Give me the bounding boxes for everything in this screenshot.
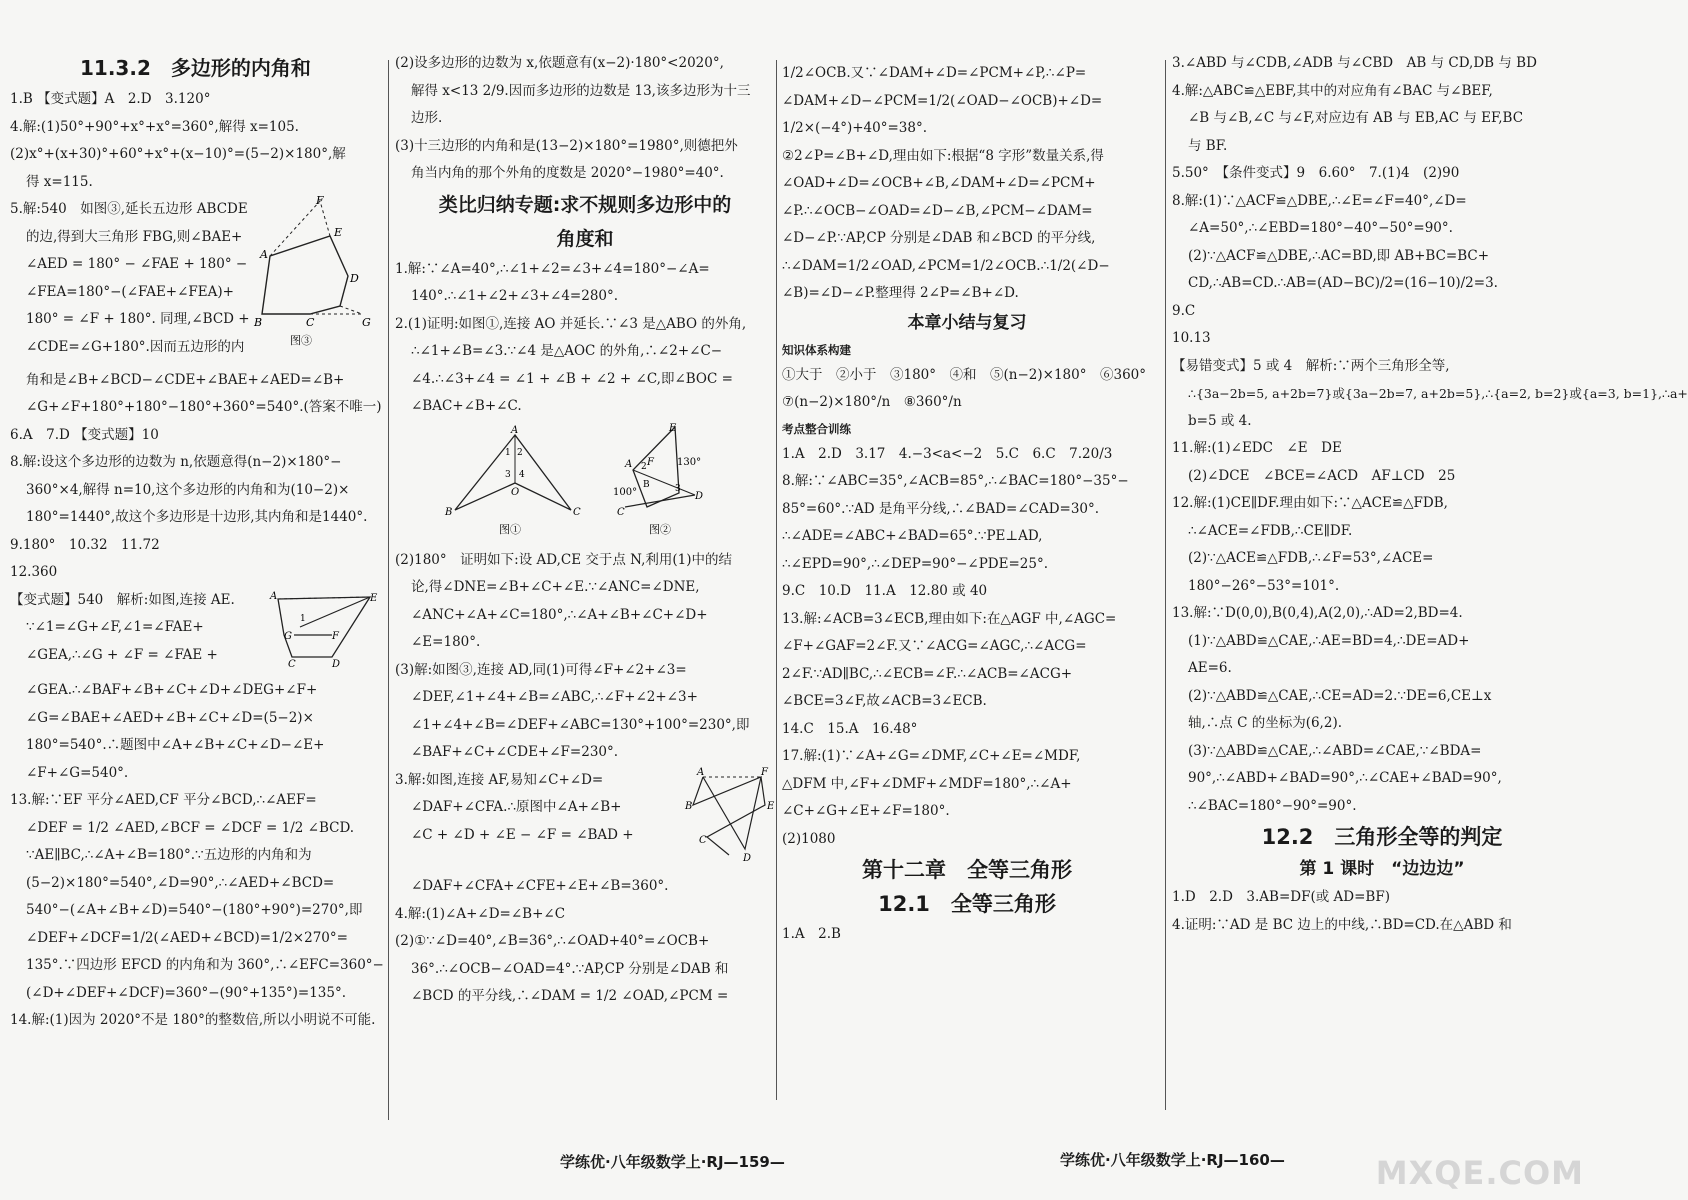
text-line: 13.解:∵EF 平分∠AED,CF 平分∠BCD,∴∠AEF= [10,792,317,808]
svg-text:F: F [332,630,339,642]
svg-text:D: D [350,272,359,285]
text-line: 90°,∴∠ABD+∠BAD=90°,∴∠CAE+∠BAD=90°, [1188,770,1502,786]
text-line: ②2∠P=∠B+∠D,理由如下:根据“8 字形”数量关系,得 [782,147,1104,164]
text-line: 540°−(∠A+∠B+∠D)=540°−(180°+90°)=270°,即 [26,902,363,918]
lesson-1-title: 第 1 课时 “边边边” [1299,859,1465,879]
text-line: (3)∵△ABD≌△CAE,∴∠ABD=∠CAE,∵∠BDA= [1188,742,1482,759]
text-line: 论,得∠DNE=∠B+∠C+∠E.∵∠ANC=∠DNE, [411,579,700,595]
text-line: ∠A=50°,∴∠EBD=180°−40°−50°=90°. [1188,220,1453,236]
svg-text:2: 2 [641,461,647,472]
text-line: 与 BF. [1188,137,1228,154]
svg-text:C: C [617,506,625,518]
svg-text:4: 4 [519,469,525,480]
text-line: 2.(1)证明:如图①,连接 AO 并延长.∵∠3 是△ABO 的外角, [395,315,747,332]
svg-text:C: C [306,316,315,329]
column-divider-3 [1165,60,1166,1110]
text-line: 8.解:设这个多边形的边数为 n,依题意得(n−2)×180°− [10,454,342,470]
variant-diagram [270,587,380,670]
svg-text:F: F [761,766,768,778]
svg-text:100°: 100° [613,486,638,498]
text-line: 10.13 [1172,330,1211,346]
special-topic-title: 类比归纳专题:求不规则多边形中的 [438,193,732,216]
text-line: 36°.∴∠OCB−∠OAD=4°.∵AP,CP 分别是∠DAB 和 [411,960,729,977]
svg-text:O: O [511,486,520,498]
text-line: 轴,∴点 C 的坐标为(6,2). [1188,715,1342,731]
svg-text:D: D [743,852,752,864]
text-line: (2)180° 证明如下:设 AD,CE 交于点 N,利用(1)中的结 [395,551,732,568]
text-line: (2)x°+(x+30)°+60°+x°+(x−10)°=(5−2)×180°,解 [10,146,346,162]
text-line: (2)∠DCE ∠BCE=∠ACD AF⊥CD 25 [1188,467,1456,484]
text-line: ∵∠1=∠G+∠F,∠1=∠FAE+ [26,619,204,635]
svg-text:A: A [697,766,705,778]
text-line: ∠BAF+∠C+∠CDE+∠F=230°. [411,744,619,760]
svg-text:G: G [362,316,371,329]
text-line: 3.∠ABD 与∠CDB,∠ADB 与∠CBD AB 与 CD,DB 与 BD [1172,55,1537,71]
chapter-12-title: 第十二章 全等三角形 [862,858,1072,882]
figure-caption: 图① [499,522,521,536]
text-line: ∠C+∠G+∠E+∠F=180°. [782,803,950,819]
text-line: ∠C + ∠D + ∠E − ∠F = ∠BAD + [411,826,634,843]
svg-text:E: E [334,226,343,239]
text-line: 边形. [411,110,443,126]
text-line: (∠D+∠DEF+∠DCF)=360°−(90°+135°)=135°. [26,984,347,1001]
text-line: 角和是∠B+∠BCD−∠CDE+∠BAE+∠AED=∠B+ [26,371,345,388]
figure-1-and-2-diagrams [395,422,775,543]
text-line: (2)1080 [782,830,836,847]
page-footer-160: 学练优·八年级数学上·RJ—160— [1060,1151,1285,1169]
text-line: (1)∵△ABD≌△CAE,∴AE=BD=4,∴DE=AD+ [1188,632,1470,649]
svg-text:A: A [625,458,633,470]
text-line: CD,∴AB=CD.∴AB=(AD−BC)/2=(16−10)/2=3. [1188,275,1498,291]
svg-text:C: C [288,658,296,670]
text-line: 11.解:(1)∠EDC ∠E DE [1172,440,1342,456]
text-line: 1.解:∵∠A=40°,∴∠1+∠2=∠3+∠4=180°−∠A= [395,260,710,277]
text-line: ∴∠BAC=180°−90°=90°. [1188,797,1357,814]
text-line: 9.C 10.D 11.A 12.80 或 40 [782,583,988,599]
text-line: 9.C [1172,302,1196,319]
column-divider-1 [388,60,389,1120]
text-line: ∠1+∠4+∠B=∠DEF+∠ABC=130°+100°=230°,即 [411,716,750,733]
text-line: ∠DAF+∠CFA.∴原图中∠A+∠B+ [411,799,622,815]
text-line: 4.解:(1)∠A+∠D=∠B+∠C [395,905,566,922]
text-line: 8.解:(1)∵△ACF≌△DBE,∴∠E=∠F=40°,∠D= [1172,192,1467,209]
figure-caption: 图③ [290,334,312,347]
text-line: ∠DEF,∠1+∠4+∠B=∠ABC,∴∠F+∠2+∠3+ [411,689,698,705]
text-line: ∠GEA,∴∠G + ∠F = ∠FAE + [26,646,218,663]
q3-diagram [685,767,775,863]
figure-variant-pentagon [270,587,380,678]
text-line: 5.50° 【条件变式】9 6.60° 7.(1)4 (2)90 [1172,165,1460,181]
text-line: 1/2∠OCB.又∵∠DAM+∠D=∠PCM+∠P,∴∠P= [782,65,1087,81]
svg-text:C: C [573,506,581,518]
text-line: 【易错变式】5 或 4 解析:∵两个三角形全等, [1172,357,1450,374]
text-line: ∠ANC+∠A+∠C=180°,∴∠A+∠B+∠C+∠D+ [411,606,708,623]
text-line: ∠CDE=∠G+180°.因而五边形的内 [26,338,245,355]
svg-text:E: E [370,592,378,604]
subheading-knowledge-system: 知识体系构建 [782,342,851,357]
text-line: (3)十三边形的内角和是(13−2)×180°=1980°,则德把外 [395,137,738,154]
text-line: 180°=540°.∴题图中∠A+∠B+∠C+∠D−∠E+ [26,737,325,753]
text-line: ∠OAD+∠D=∠OCB+∠B,∠DAM+∠D=∠PCM+ [782,175,1096,191]
text-line: 135°.∵四边形 EFCD 的内角和为 360°,∴∠EFC=360°− [26,957,384,973]
text-line: (3)解:如图③,连接 AD,同(1)可得∠F+∠2+∠3= [395,661,687,678]
text-line: ∠G+∠F+180°+180°−180°+360°=540°.(答案不唯一) [26,399,382,415]
text-line: 4.解:(1)50°+90°+x°+x°=360°,解得 x=105. [10,118,299,135]
special-topic-title-2: 角度和 [556,227,614,250]
text-line: 得 x=115. [26,173,93,190]
svg-text:D: D [695,490,704,502]
text-line: 1/2×(−4°)+40°=38°. [782,120,927,136]
subheading-exercises: 考点整合训练 [782,421,851,436]
svg-text:1: 1 [505,447,511,458]
svg-text:3: 3 [505,469,511,480]
text-line: 12.解:(1)CE∥DF.理由如下:∵△ACE≌△FDB, [1172,495,1448,511]
svg-text:C: C [699,834,707,846]
column-3 [782,60,1152,949]
text-line: 14.解:(1)因为 2020°不是 180°的整数倍,所以小明说不可能. [10,1012,376,1028]
text-line: (2)设多边形的边数为 x,依题意有(x−2)·180°<2020°, [395,55,724,71]
text-line: 1.A 2.B [782,926,841,942]
figure-caption: 图② [649,522,671,536]
svg-text:1: 1 [300,613,306,624]
text-line: ∴∠ACE=∠FDB,∴CE∥DF. [1188,522,1353,539]
text-line: ∵AE∥BC,∴∠A+∠B=180°.∵五边形的内角和为 [26,847,312,863]
text-line: 13.解:∵D(0,0),B(0,4),A(2,0),∴AD=2,BD=4. [1172,605,1463,621]
text-line: (2)∵△ABD≌△CAE,∴CE=AD=2.∵DE=6,CE⊥x [1188,687,1492,704]
text-line: 1.D 2.D 3.AB=DF(或 AD=BF) [1172,889,1390,905]
column-divider-2 [776,60,777,1100]
svg-text:E: E [669,422,677,434]
svg-text:130°: 130° [677,456,702,468]
text-line: ∠E=180°. [411,634,481,650]
svg-text:B: B [685,800,693,812]
text-line: 1.B 【变式题】A 2.D 3.120° [10,91,211,107]
svg-text:B: B [254,316,263,329]
svg-text:A: A [260,248,268,261]
text-line: ∠G=∠BAE+∠AED+∠B+∠C+∠D=(5−2)× [26,709,314,726]
text-line: 85°=60°.∵AD 是角平分线,∴∠BAD=∠CAD=30°. [782,500,1100,517]
text-line: 2∠F.∵AD∥BC,∴∠ECB=∠F.∴∠ACB=∠ACG+ [782,665,1073,682]
column-2 [395,50,775,1011]
text-line: ∠F+∠G=540°. [26,764,129,781]
svg-text:B: B [643,479,650,490]
text-line: 5.解:540 如图③,延长五边形 ABCDE [10,201,248,217]
text-line: ∠4.∴∠3+∠4 = ∠1 + ∠B + ∠2 + ∠C,即∠BOC = [411,370,733,387]
text-line: ∠D−∠P.∵AP,CP 分别是∠DAB 和∠BCD 的平分线, [782,230,1096,246]
text-line: ∠B 与∠B,∠C 与∠F,对应边有 AB 与 EB,AC 与 EF,BC [1188,110,1524,126]
column-4 [1172,50,1688,939]
text-line: ∠DEF = 1/2 ∠AED,∠BCF = ∠DCF = 1/2 ∠BCD. [26,819,355,836]
text-line: ∴{3a−2b=5, a+2b=7}或{3a−2b=7, a+2b=5},∴{a=2, b=2}或{a=3, b=1},∴a+ [1188,386,1688,401]
text-line: 1.A 2.D 3.17 4.−3<a<−2 5.C 6.C 7.20/3 [782,445,1113,462]
watermark-logo: MXQE.COM [1375,1154,1584,1192]
column-1 [10,50,384,1035]
text-line: 14.C 15.A 16.48° [782,720,918,737]
svg-text:2: 2 [517,447,523,458]
figures-1-and-2 [395,422,775,543]
text-line: ∠AED = 180° − ∠FAE + 180° − [26,256,248,272]
text-line: b=5 或 4. [1188,412,1252,429]
text-line: 4.解:△ABC≌△EBF,其中的对应角有∠BAC 与∠BEF, [1172,82,1493,99]
pentagon-diagram [250,196,380,356]
text-line: 13.解:∠ACB=3∠ECB,理由如下:在△AGF 中,∠AGC= [782,610,1117,627]
text-line: 180°=1440°,故这个多边形是十边形,其内角和是1440°. [26,509,368,525]
text-line: ∠P.∴∠OCB−∠OAD=∠D−∠B,∠PCM−∠DAM= [782,202,1093,219]
text-line: ∠B)=∠D−∠P.整理得 2∠P=∠B+∠D. [782,285,1019,301]
text-line: 360°×4,解得 n=10,这个多边形的内角和为(10−2)× [26,481,350,498]
text-line: 6.A 7.D 【变式题】10 [10,426,159,443]
text-line: ∠DEF+∠DCF=1/2(∠AED+∠BCD)=1/2×270°= [26,929,348,946]
text-line: ∠F+∠GAF=2∠F.又∵∠ACG=∠AGC,∴∠ACG= [782,638,1087,654]
text-line: ∴∠EPD=90°,∴∠DEP=90°−∠PDE=25°. [782,555,1049,572]
text-line: 解得 x<13 2/9.因而多边形的边数是 13,该多边形为十三 [411,82,751,99]
svg-text:F: F [316,194,324,207]
text-line: △DFM 中,∠F+∠DMF+∠MDF=180°,∴∠A+ [782,775,1072,792]
text-line: ①大于 ②小于 ③180° ④和 ⑤(n−2)×180° ⑥360° [782,366,1146,383]
text-line: AE=6. [1188,660,1232,676]
text-line: (2)①∵∠D=40°,∠B=36°,∴∠OAD+40°=∠OCB+ [395,933,710,949]
text-line: 4.证明:∵AD 是 BC 边上的中线,∴BD=CD.在△ABD 和 [1172,916,1512,933]
text-line: (2)∵△ACE≌△FDB,∴∠F=53°,∠ACE= [1188,550,1434,566]
text-line: 8.解:∵∠ABC=35°,∠ACB=85°,∴∠BAC=180°−35°− [782,473,1129,489]
text-line: (2)∵△ACF≌△DBE,∴AC=BD,即 AB+BC=BC+ [1188,247,1490,264]
svg-text:A: A [270,590,278,602]
text-line: 3.解:如图,连接 AF,易知∠C+∠D= [395,771,604,788]
text-line: 180°−26°−53°=101°. [1188,577,1340,594]
text-line: ∠DAM+∠D−∠PCM=1/2(∠OAD−∠OCB)+∠D= [782,92,1103,109]
text-line: ∠BCD 的平分线,∴∠DAM = 1/2 ∠OAD,∠PCM = [411,988,729,1004]
text-line: ∠FEA=180°−(∠FAE+∠FEA)+ [26,283,234,300]
text-line: 角当内角的那个外角的度数是 2020°−1980°=40°. [411,165,724,181]
section-title-11-3-2: 11.3.2 多边形的内角和 [80,56,311,80]
text-line: 140°.∴∠1+∠2+∠3+∠4=280°. [411,288,619,304]
chapter-review-title: 本章小结与复习 [907,312,1027,333]
text-line: 180° = ∠F + 180°. 同理,∠BCD + [26,311,250,327]
svg-text:F: F [647,456,654,468]
svg-text:G: G [284,630,292,642]
page-footer-159: 学练优·八年级数学上·RJ—159— [560,1153,785,1171]
svg-text:3: 3 [675,483,681,494]
text-line: ∠DAF+∠CFA+∠CFE+∠E+∠B=360°. [411,878,669,894]
text-line: 12.360 [10,564,58,580]
text-line: ⑦(n−2)×180°/n ⑧360°/n [782,394,962,410]
svg-text:E: E [767,800,775,812]
figure-q3-star [685,767,775,874]
text-line: ∠BCE=3∠F,故∠ACB=3∠ECB. [782,693,987,709]
svg-text:D: D [332,658,341,670]
text-line: ∴∠ADE=∠ABC+∠BAD=65°.∵PE⊥AD, [782,528,1043,544]
svg-text:A: A [511,424,519,436]
text-line: 【变式题】540 解析:如图,连接 AE. [10,591,235,608]
figure-3-pentagon [250,196,380,367]
svg-text:B: B [445,506,453,518]
section-12-2-title: 12.2 三角形全等的判定 [1261,825,1503,849]
text-line: 的边,得到大三角形 FBG,则∠BAE+ [26,228,243,245]
text-line: ∴∠1+∠B=∠3.∵∠4 是△AOC 的外角,∴∠2+∠C− [411,343,723,359]
text-line: ∠GEA.∴∠BAF+∠B+∠C+∠D+∠DEG+∠F+ [26,682,318,698]
text-line: ∴∠DAM=1/2∠OAD,∠PCM=1/2∠OCB.∴1/2(∠D− [782,257,1110,274]
text-line: 9.180° 10.32 11.72 [10,536,160,553]
text-line: 17.解:(1)∵∠A+∠G=∠DMF,∠C+∠E=∠MDF, [782,748,1081,764]
text-line: ∠BAC+∠B+∠C. [411,398,522,414]
section-12-1-title: 12.1 全等三角形 [878,892,1056,916]
text-line: (5−2)×180°=540°,∠D=90°,∴∠AED+∠BCD= [26,874,335,891]
